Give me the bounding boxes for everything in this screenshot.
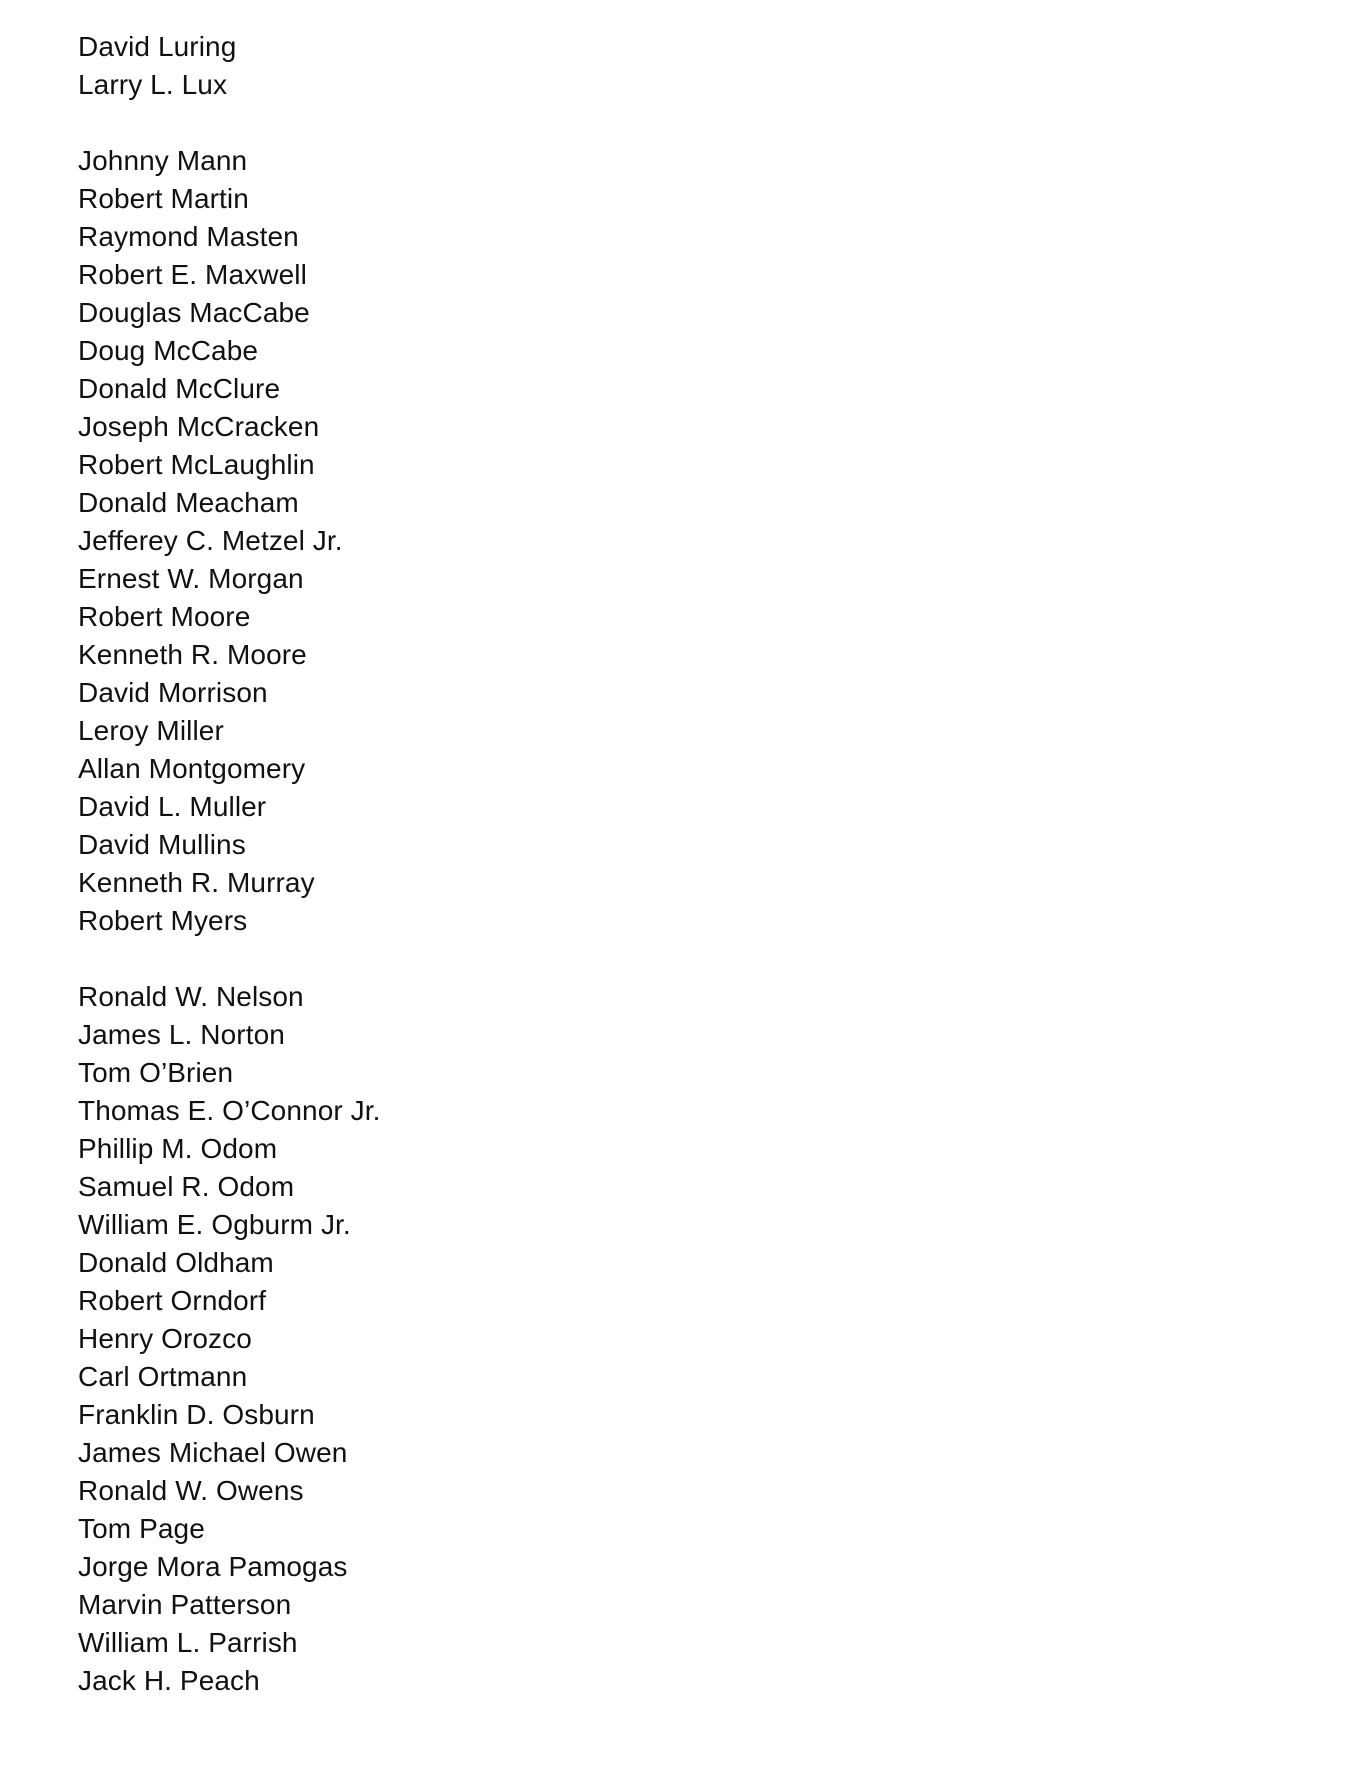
name-item: James L. Norton (78, 1019, 285, 1050)
name-item: Henry Orozco (78, 1323, 252, 1354)
name-group-l (78, 28, 381, 104)
name-item: Leroy Miller (78, 715, 224, 746)
name-item: Robert Martin (78, 183, 249, 214)
name-group-n-p (78, 978, 381, 1700)
name-item: Samuel R. Odom (78, 1171, 295, 1202)
name-item: Jack H. Peach (78, 1665, 260, 1696)
name-item: Robert McLaughlin (78, 449, 315, 480)
name-item: Jefferey C. Metzel Jr. (78, 525, 343, 556)
name-item: Tom O’Brien (78, 1057, 234, 1088)
name-item: Donald Meacham (78, 487, 299, 518)
name-item: Jorge Mora Pamogas (78, 1551, 348, 1582)
name-item: William L. Parrish (78, 1627, 298, 1658)
name-item: William E. Ogburm Jr. (78, 1209, 351, 1240)
name-item: David Morrison (78, 677, 268, 708)
name-list (78, 28, 381, 1700)
name-item: Phillip M. Odom (78, 1133, 278, 1164)
name-item: David Mullins (78, 829, 246, 860)
name-item: Franklin D. Osburn (78, 1399, 315, 1430)
name-item: Doug McCabe (78, 335, 259, 366)
name-item: Robert E. Maxwell (78, 259, 307, 290)
name-group-m (78, 142, 381, 940)
name-item: Marvin Patterson (78, 1589, 292, 1620)
name-item: David Luring (78, 31, 237, 62)
name-item: Thomas E. O’Connor Jr. (78, 1095, 381, 1126)
name-item: Douglas MacCabe (78, 297, 310, 328)
name-item: James Michael Owen (78, 1437, 348, 1468)
name-item: Carl Ortmann (78, 1361, 248, 1392)
name-item: Allan Montgomery (78, 753, 306, 784)
name-item: Larry L. Lux (78, 69, 228, 100)
name-item: Donald Oldham (78, 1247, 274, 1278)
name-item: Robert Moore (78, 601, 251, 632)
name-item: Johnny Mann (78, 145, 248, 176)
name-item: David L. Muller (78, 791, 267, 822)
name-item: Robert Orndorf (78, 1285, 267, 1316)
name-item: Kenneth R. Murray (78, 867, 315, 898)
name-item: Tom Page (78, 1513, 205, 1544)
name-item: Ronald W. Nelson (78, 981, 304, 1012)
name-item: Donald McClure (78, 373, 281, 404)
name-item: Joseph McCracken (78, 411, 320, 442)
name-item: Kenneth R. Moore (78, 639, 307, 670)
name-item: Ronald W. Owens (78, 1475, 304, 1506)
name-item: Ernest W. Morgan (78, 563, 304, 594)
name-item: Robert Myers (78, 905, 248, 936)
name-item: Raymond Masten (78, 221, 299, 252)
